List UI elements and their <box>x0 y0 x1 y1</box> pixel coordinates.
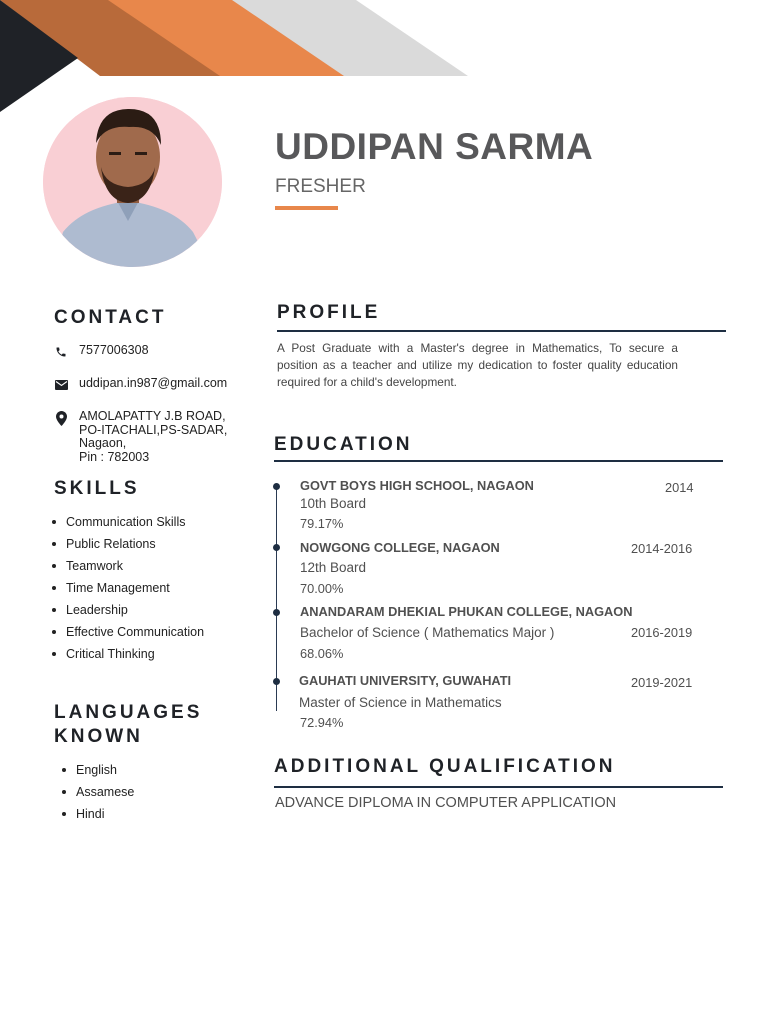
address-block <box>79 410 227 464</box>
address-line: PO-ITACHALI,PS-SADAR, <box>79 422 228 437</box>
email-icon <box>54 378 68 392</box>
language-item: Assamese <box>62 781 134 803</box>
contact-address <box>54 410 227 464</box>
timeline-dot <box>273 678 280 685</box>
contact-phone <box>54 344 149 359</box>
profile-rule <box>277 330 726 332</box>
edu-degree: 12th Board <box>300 560 367 575</box>
edu-score: 68.06% <box>300 646 344 661</box>
edu-school-name: GOVT BOYS HIGH SCHOOL, NAGAON <box>300 478 534 493</box>
contact-heading: CONTACT <box>54 307 167 328</box>
edu-degree: Master of Science in Mathematics <box>299 695 502 710</box>
education-rule <box>274 460 723 462</box>
skill-item: Effective Communication <box>52 621 204 643</box>
skill-item: Leadership <box>52 599 204 621</box>
edu-year: 2014 <box>665 480 694 495</box>
phone-icon <box>54 345 68 359</box>
candidate-role: FRESHER <box>275 176 366 197</box>
languages-heading-line2: KNOWN <box>54 726 143 747</box>
address-line: AMOLAPATTY J.B ROAD, <box>79 409 226 423</box>
timeline-dot <box>273 483 280 490</box>
languages-heading <box>54 701 202 749</box>
edu-degree: Bachelor of Science ( Mathematics Major ) <box>300 625 555 640</box>
location-pin-icon <box>54 411 68 425</box>
additional-qualification-heading: ADDITIONAL QUALIFICATION <box>274 756 616 777</box>
profile-photo <box>43 97 222 267</box>
languages-heading-line1: LANGUAGES <box>54 702 203 723</box>
skill-item: Time Management <box>52 577 204 599</box>
skill-item: Teamwork <box>52 555 204 577</box>
profile-heading: PROFILE <box>277 302 381 323</box>
education-heading: EDUCATION <box>274 434 413 455</box>
edu-year: 2016-2019 <box>631 625 693 640</box>
name-accent-bar <box>275 206 338 210</box>
address-line: Nagaon, <box>79 436 127 450</box>
candidate-name: UDDIPAN SARMA <box>275 126 594 167</box>
additional-qualification-text: ADVANCE DIPLOMA IN COMPUTER APPLICATION <box>275 795 617 811</box>
edu-score: 72.94% <box>300 715 344 730</box>
edu-school-name: GAUHATI UNIVERSITY, GUWAHATI <box>299 673 512 688</box>
contact-email <box>54 377 227 392</box>
edu-school-name: ANANDARAM DHEKIAL PHUKAN COLLEGE, NAGAON <box>300 604 633 619</box>
skill-item: Communication Skills <box>52 511 204 533</box>
edu-school-name: NOWGONG COLLEGE, NAGAON <box>300 540 500 555</box>
timeline-dot <box>273 544 280 551</box>
edu-year: 2019-2021 <box>631 675 693 690</box>
skills-heading: SKILLS <box>54 478 140 499</box>
skills-list <box>52 511 204 665</box>
edu-score: 70.00% <box>300 581 344 596</box>
languages-list <box>62 759 134 825</box>
language-item: English <box>62 759 134 781</box>
address-line: Pin : 782003 <box>79 449 150 464</box>
additional-qualification-rule <box>274 786 723 788</box>
profile-summary: A Post Graduate with a Master's degree in Mathematics, To secure a position as a teacher and utilize my dedication to foster quality education required for a child's development. <box>277 341 678 389</box>
email-address: uddipan.in987@gmail.com <box>79 376 228 390</box>
language-item: Hindi <box>62 803 134 825</box>
skill-item: Critical Thinking <box>52 643 204 665</box>
phone-number: 7577006308 <box>79 343 149 357</box>
edu-degree: 10th Board <box>300 496 367 511</box>
edu-score: 79.17% <box>300 516 344 531</box>
skill-item: Public Relations <box>52 533 204 555</box>
edu-year: 2014-2016 <box>631 541 693 556</box>
timeline-dot <box>273 609 280 616</box>
